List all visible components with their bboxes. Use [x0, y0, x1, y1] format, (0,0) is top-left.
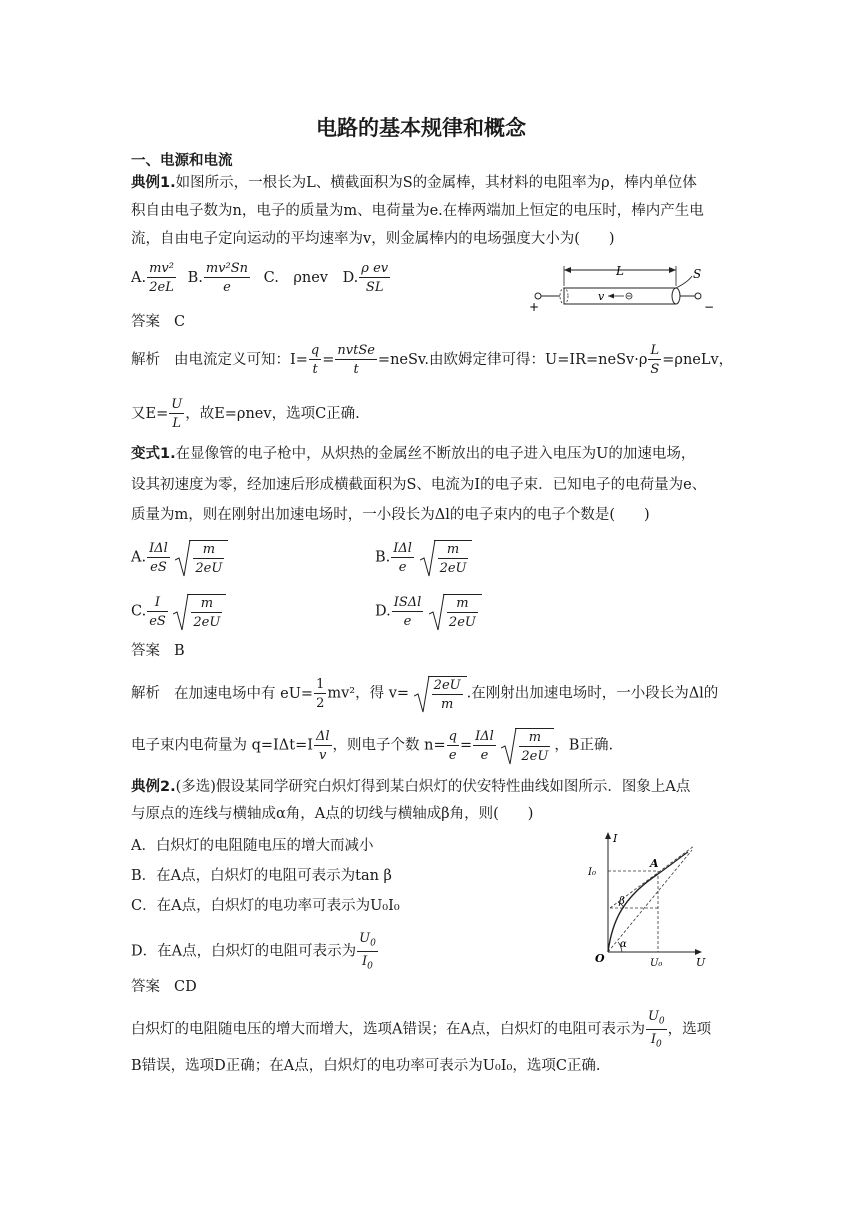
label-S: S [693, 267, 702, 281]
variant1-option-b: B. $\frac{\text{IΔl}}{e}$ $\frac{m}{2eU}$ [375, 540, 472, 575]
example1-line1: 典例1.如图所示，一根长为L、横截面积为S的金属棒，其材料的电阻率为ρ，棒内单位体 [131, 175, 697, 191]
iv-curve [608, 874, 658, 952]
example1-options: A. $\frac{\text{mv²}}{2eL}$ B. $\frac{\text{mv²Sn}}{e}$ C. ρnev D. $\frac{\text{ρ ev}}{SL}$ [131, 261, 389, 295]
example2-label: 典例2. [131, 779, 176, 795]
variant1-label: 变式1. [131, 446, 176, 462]
variant1-analysis-line1: 解析 在加速电场中有 eU= $\frac{1}{2}$ mv²，得 v= $\frac{2eU}{m}$ .在刚射出加速电场时，一小段长为Δl的 [131, 676, 719, 712]
example2-option-c: C．在A点，白炽灯的电功率可表示为U₀I₀ [131, 898, 400, 914]
example1-answer: 答案 C [131, 314, 186, 330]
example1-line2: 积自由电子数为n，电子的质量为m、电荷量为e.在棒两端加上恒定的电压时，棒内产生电 [131, 203, 704, 219]
plus-sign: + [529, 300, 540, 314]
variant1-option-a: A. $\frac{\text{IΔl}}{eS}$ $\frac{m}{2eU}$ [131, 540, 228, 575]
svg-text:A: A [650, 857, 659, 870]
variant1-answer: 答案 B [131, 643, 185, 659]
svg-text:U₀: U₀ [650, 958, 663, 968]
minus-sign: − [704, 300, 715, 314]
example2-explanation-line2: B错误，选项D正确；在A点，白炽灯的电功率可表示为U₀I₀，选项C正确. [131, 1058, 601, 1074]
svg-text:α: α [620, 939, 627, 950]
example2-line1: 典例2.(多选)假设某同学研究白炽灯得到某白炽灯的伏安特性曲线如图所示．图象上A点 [131, 779, 691, 795]
variant1-line3: 质量为m，则在刚射出加速电场时，一小段长为Δl的电子束内的电子个数是( ) [131, 507, 650, 523]
example1-label: 典例1. [131, 175, 176, 191]
example2-line2: 与原点的连线与横轴成α角，A点的切线与横轴成β角，则( ) [131, 806, 534, 822]
example2-option-d: D．在A点，白炽灯的电阻可表示为 $\frac{U_0}{I_0}$ [131, 931, 376, 972]
option-a-formula: $\frac{\text{mv²}}{2eL}$ [149, 261, 174, 295]
example1-analysis-line2: 又E= $\frac{U}{L}$ ，故E=ρnev，选项C正确. [131, 397, 360, 431]
svg-text:β: β [619, 896, 625, 907]
svg-text:U: U [696, 956, 706, 968]
section-heading: 一、电源和电流 [131, 153, 233, 169]
option-d-formula: $\frac{\text{ρ ev}}{SL}$ [361, 261, 389, 295]
variant1-line2: 设其初速度为零，经加速后形成横截面积为S、电流为I的电子束．已知电子的电荷量为e、 [131, 477, 707, 493]
example2-explanation-line1: 白炽灯的电阻随电压的增大而增大，选项A错误；在A点，白炽灯的电阻可表示为 $\frac{U_0}{I_0}$ ，选项 [131, 1009, 712, 1050]
svg-text:I₀: I₀ [588, 867, 596, 878]
iv-curve-graph [588, 826, 718, 968]
example2-option-a: A．白炽灯的电阻随电压的增大而减小 [131, 838, 374, 854]
example1-analysis-line1: 解析 由电流定义可知：I= $\frac{q}{t}$ = $\frac{\text{nvtSe}}{t}$ =neSv.由欧姆定律可得：U=IR=neSv·ρ $\frac{L}{S}$ =ρneLv， [131, 343, 734, 377]
variant1-line1: 变式1.在显像管的电子枪中，从炽热的金属丝不断放出的电子进入电压为U的加速电场， [131, 446, 696, 462]
label-L: L [616, 264, 624, 278]
variant1-option-c: C. $\frac{I}{eS}$ $\frac{m}{2eU}$ [131, 594, 226, 629]
page-title: 电路的基本规律和概念 [316, 116, 526, 140]
example2-answer: 答案 CD [131, 979, 197, 995]
svg-text:I: I [613, 832, 618, 845]
option-b-formula: $\frac{\text{mv²Sn}}{e}$ [205, 261, 249, 295]
variant1-option-d: D. $\frac{\text{ISΔl}}{e}$ $\frac{m}{2eU}$ [375, 594, 482, 629]
example1-line3: 流，自由电子定向运动的平均速率为v，则金属棒内的电场强度大小为( ) [131, 231, 615, 247]
example2-option-b: B．在A点，白炽灯的电阻可表示为tan β [131, 868, 392, 884]
variant1-analysis-line2: 电子束内电荷量为 q=IΔt=I $\frac{\Delta l}{v}$ ，则电子个数 n= $\frac{q}{e}$ = $\frac{\text{IΔl}}{e}$ $\frac{m}{2eU}$ ，B正确. [131, 728, 614, 764]
svg-text:O: O [595, 952, 605, 965]
metal-rod-figure [528, 264, 728, 314]
label-v: v [598, 290, 605, 303]
